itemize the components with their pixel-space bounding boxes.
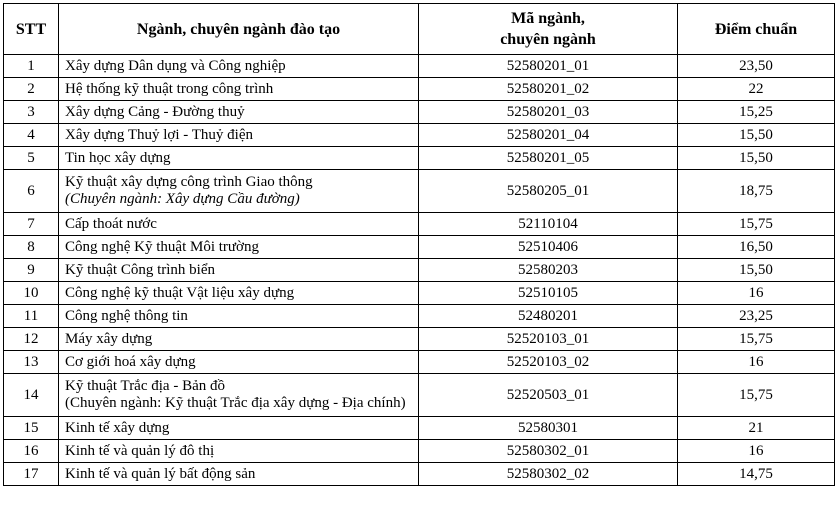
row-stt: 14	[4, 374, 59, 417]
table-row	[4, 417, 835, 440]
row-program-name	[59, 351, 419, 374]
row-score: 15,50	[678, 124, 835, 147]
program-specialization: (Chuyên ngành: Xây dựng Cầu đường)	[65, 191, 300, 207]
program-title: Xây dựng Thuỷ lợi - Thuỷ điện	[65, 126, 253, 143]
table-row	[4, 351, 835, 374]
row-program-name	[59, 463, 419, 486]
row-program-code: 52580302_02	[419, 463, 678, 486]
header-stt: STT	[4, 4, 59, 55]
program-title: Kinh tế và quản lý bất động sản	[65, 465, 256, 482]
program-title: Kinh tế và quản lý đô thị	[65, 442, 215, 459]
table-row	[4, 147, 835, 170]
row-stt: 2	[4, 78, 59, 101]
row-stt: 11	[4, 305, 59, 328]
table-row	[4, 282, 835, 305]
row-stt: 7	[4, 213, 59, 236]
program-title: Công nghệ Kỹ thuật Môi trường	[65, 238, 259, 255]
table-row	[4, 78, 835, 101]
row-score: 15,75	[678, 374, 835, 417]
row-score: 18,75	[678, 170, 835, 213]
row-program-name	[59, 305, 419, 328]
row-program-name	[59, 259, 419, 282]
row-score: 16	[678, 440, 835, 463]
program-title: Kinh tế xây dựng	[65, 419, 170, 436]
row-program-code: 52480201	[419, 305, 678, 328]
row-program-name	[59, 101, 419, 124]
table-row	[4, 124, 835, 147]
row-stt: 6	[4, 170, 59, 213]
program-title: Hệ thống kỹ thuật trong công trình	[65, 80, 274, 97]
row-program-name	[59, 374, 419, 417]
table-row	[4, 259, 835, 282]
row-score: 14,75	[678, 463, 835, 486]
row-score: 16	[678, 351, 835, 374]
row-program-code: 52520503_01	[419, 374, 678, 417]
row-program-name	[59, 440, 419, 463]
row-program-name	[59, 147, 419, 170]
row-score: 21	[678, 417, 835, 440]
header-score: Điểm chuẩn	[678, 4, 835, 55]
program-title: Cơ giới hoá xây dựng	[65, 353, 196, 370]
table-body	[4, 55, 835, 486]
row-program-code: 52580205_01	[419, 170, 678, 213]
row-program-code: 52580302_01	[419, 440, 678, 463]
row-program-name	[59, 236, 419, 259]
row-score: 15,25	[678, 101, 835, 124]
row-program-code: 52110104	[419, 213, 678, 236]
program-title: Tin học xây dựng	[65, 149, 171, 166]
row-score: 23,25	[678, 305, 835, 328]
row-stt: 4	[4, 124, 59, 147]
header-code	[419, 4, 678, 55]
table-row	[4, 305, 835, 328]
row-program-code: 52520103_02	[419, 351, 678, 374]
row-stt: 13	[4, 351, 59, 374]
table-row	[4, 328, 835, 351]
header-code-line2: chuyên ngành	[500, 31, 596, 48]
row-program-name	[59, 170, 419, 213]
row-program-name	[59, 328, 419, 351]
row-score: 15,50	[678, 259, 835, 282]
row-program-name	[59, 213, 419, 236]
program-title: Kỹ thuật xây dựng công trình Giao thông	[65, 174, 313, 190]
table-row	[4, 101, 835, 124]
row-stt: 16	[4, 440, 59, 463]
row-stt: 8	[4, 236, 59, 259]
program-title: Công nghệ kỹ thuật Vật liệu xây dựng	[65, 284, 295, 301]
row-stt: 17	[4, 463, 59, 486]
row-score: 15,75	[678, 328, 835, 351]
row-program-name	[59, 124, 419, 147]
table-row	[4, 374, 835, 417]
row-stt: 12	[4, 328, 59, 351]
row-score: 22	[678, 78, 835, 101]
row-stt: 5	[4, 147, 59, 170]
program-specialization: (Chuyên ngành: Kỹ thuật Trắc địa xây dựng - Địa chính)	[65, 395, 406, 411]
table-row	[4, 55, 835, 78]
row-program-name	[59, 282, 419, 305]
row-program-code: 52580201_04	[419, 124, 678, 147]
table-row	[4, 463, 835, 486]
program-title: Kỹ thuật Công trình biển	[65, 261, 215, 278]
program-title: Xây dựng Dân dụng và Công nghiệp	[65, 57, 286, 74]
program-title: Công nghệ thông tin	[65, 307, 188, 324]
program-title: Xây dựng Cảng - Đường thuỷ	[65, 103, 245, 120]
row-program-code: 52580201_03	[419, 101, 678, 124]
row-program-name	[59, 78, 419, 101]
header-program: Ngành, chuyên ngành đào tạo	[59, 4, 419, 55]
row-score: 15,75	[678, 213, 835, 236]
table-row	[4, 440, 835, 463]
row-stt: 15	[4, 417, 59, 440]
row-score: 23,50	[678, 55, 835, 78]
row-score: 16,50	[678, 236, 835, 259]
program-title: Kỹ thuật Trắc địa - Bản đồ	[65, 378, 225, 394]
program-title: Máy xây dựng	[65, 330, 153, 347]
row-program-code: 52520103_01	[419, 328, 678, 351]
row-program-code: 52580301	[419, 417, 678, 440]
row-stt: 9	[4, 259, 59, 282]
table-row	[4, 170, 835, 213]
row-program-code: 52510406	[419, 236, 678, 259]
row-stt: 1	[4, 55, 59, 78]
row-program-code: 52580201_05	[419, 147, 678, 170]
row-program-name	[59, 417, 419, 440]
table-row	[4, 236, 835, 259]
row-score: 16	[678, 282, 835, 305]
admission-score-table	[3, 3, 835, 486]
row-stt: 10	[4, 282, 59, 305]
row-program-code: 52580201_01	[419, 55, 678, 78]
row-score: 15,50	[678, 147, 835, 170]
header-code-line1: Mã ngành,	[511, 10, 585, 27]
table-row	[4, 213, 835, 236]
row-program-code: 52580201_02	[419, 78, 678, 101]
program-title: Cấp thoát nước	[65, 215, 157, 232]
row-program-code: 52510105	[419, 282, 678, 305]
row-program-code: 52580203	[419, 259, 678, 282]
table-header-row	[4, 4, 835, 55]
row-stt: 3	[4, 101, 59, 124]
row-program-name	[59, 55, 419, 78]
